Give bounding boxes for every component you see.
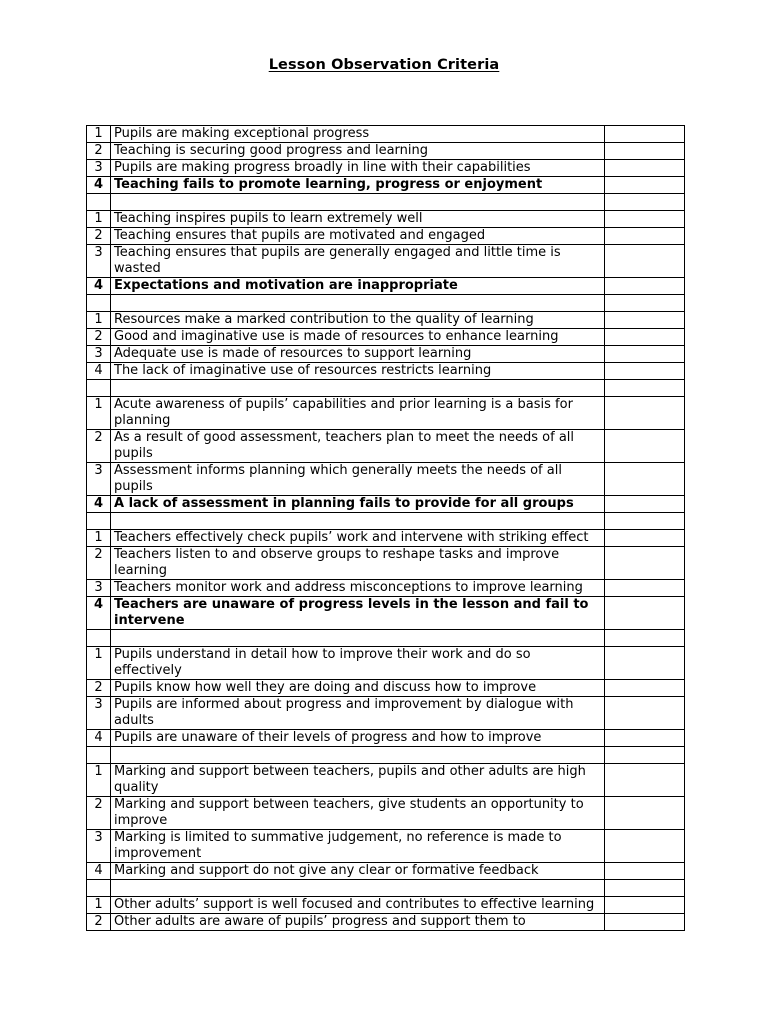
criteria-row — [87, 211, 685, 228]
grade-number: 1 — [87, 647, 111, 680]
grade-number: 4 — [87, 863, 111, 880]
grade-number: 2 — [87, 680, 111, 697]
score-cell — [605, 126, 685, 143]
criteria-row — [87, 329, 685, 346]
criteria-row — [87, 177, 685, 194]
grade-number: 3 — [87, 245, 111, 278]
grade-number: 3 — [87, 830, 111, 863]
criteria-text: Other adults are aware of pupils’ progress and support them to — [111, 914, 605, 931]
group-spacer-row — [87, 747, 685, 764]
empty-cell — [87, 380, 111, 397]
criteria-row — [87, 547, 685, 580]
grade-number: 2 — [87, 143, 111, 160]
empty-cell — [605, 194, 685, 211]
empty-cell — [605, 880, 685, 897]
grade-number: 4 — [87, 177, 111, 194]
criteria-row — [87, 680, 685, 697]
score-cell — [605, 797, 685, 830]
document-title: Lesson Observation Criteria — [268, 57, 500, 73]
empty-cell — [87, 630, 111, 647]
criteria-table — [86, 125, 685, 931]
empty-cell — [111, 513, 605, 530]
score-cell — [605, 312, 685, 329]
score-cell — [605, 863, 685, 880]
criteria-row — [87, 346, 685, 363]
score-cell — [605, 363, 685, 380]
criteria-row — [87, 797, 685, 830]
criteria-text: Pupils are unaware of their levels of progress and how to improve — [111, 730, 605, 747]
criteria-text: As a result of good assessment, teachers plan to meet the needs of all pupils — [111, 430, 605, 463]
criteria-row — [87, 126, 685, 143]
grade-number: 3 — [87, 697, 111, 730]
grade-number: 3 — [87, 346, 111, 363]
group-spacer-row — [87, 380, 685, 397]
grade-number: 4 — [87, 363, 111, 380]
grade-number: 2 — [87, 329, 111, 346]
score-cell — [605, 329, 685, 346]
score-cell — [605, 764, 685, 797]
empty-cell — [87, 880, 111, 897]
score-cell — [605, 914, 685, 931]
grade-number: 2 — [87, 228, 111, 245]
criteria-text: Other adults’ support is well focused and contributes to effective learning — [111, 897, 605, 914]
criteria-row — [87, 363, 685, 380]
criteria-row — [87, 463, 685, 496]
criteria-text: Pupils are making progress broadly in line with their capabilities — [111, 160, 605, 177]
grade-number: 2 — [87, 430, 111, 463]
score-cell — [605, 143, 685, 160]
criteria-row — [87, 764, 685, 797]
criteria-text: Marking and support between teachers, give students an opportunity to improve — [111, 797, 605, 830]
score-cell — [605, 430, 685, 463]
criteria-text: Resources make a marked contribution to the quality of learning — [111, 312, 605, 329]
grade-number: 1 — [87, 126, 111, 143]
score-cell — [605, 530, 685, 547]
empty-cell — [605, 630, 685, 647]
grade-number: 4 — [87, 496, 111, 513]
criteria-text: Marking is limited to summative judgement, no reference is made to improvement — [111, 830, 605, 863]
score-cell — [605, 730, 685, 747]
criteria-text: Teachers listen to and observe groups to reshape tasks and improve learning — [111, 547, 605, 580]
grade-number: 1 — [87, 530, 111, 547]
criteria-row — [87, 830, 685, 863]
criteria-text: A lack of assessment in planning fails to provide for all groups — [111, 496, 605, 513]
grade-number: 2 — [87, 547, 111, 580]
score-cell — [605, 580, 685, 597]
score-cell — [605, 211, 685, 228]
group-spacer-row — [87, 880, 685, 897]
criteria-row — [87, 697, 685, 730]
empty-cell — [111, 747, 605, 764]
criteria-text: Pupils know how well they are doing and discuss how to improve — [111, 680, 605, 697]
grade-number: 4 — [87, 730, 111, 747]
empty-cell — [605, 295, 685, 312]
empty-cell — [87, 747, 111, 764]
empty-cell — [111, 880, 605, 897]
score-cell — [605, 830, 685, 863]
empty-cell — [605, 380, 685, 397]
criteria-text: Teaching fails to promote learning, progress or enjoyment — [111, 177, 605, 194]
criteria-row — [87, 597, 685, 630]
empty-cell — [605, 747, 685, 764]
criteria-text: Teaching is securing good progress and learning — [111, 143, 605, 160]
grade-number: 1 — [87, 312, 111, 329]
grade-number: 1 — [87, 764, 111, 797]
grade-number: 3 — [87, 160, 111, 177]
score-cell — [605, 228, 685, 245]
criteria-text: Teachers effectively check pupils’ work and intervene with striking effect — [111, 530, 605, 547]
grade-number: 1 — [87, 211, 111, 228]
criteria-text: Acute awareness of pupils’ capabilities and prior learning is a basis for planning — [111, 397, 605, 430]
group-spacer-row — [87, 513, 685, 530]
score-cell — [605, 680, 685, 697]
score-cell — [605, 463, 685, 496]
grade-number: 2 — [87, 914, 111, 931]
score-cell — [605, 245, 685, 278]
grade-number: 1 — [87, 397, 111, 430]
grade-number: 3 — [87, 580, 111, 597]
criteria-row — [87, 530, 685, 547]
criteria-text: Teaching inspires pupils to learn extremely well — [111, 211, 605, 228]
criteria-row — [87, 160, 685, 177]
empty-cell — [605, 513, 685, 530]
score-cell — [605, 346, 685, 363]
criteria-row — [87, 312, 685, 329]
criteria-row — [87, 647, 685, 680]
group-spacer-row — [87, 194, 685, 211]
criteria-row — [87, 228, 685, 245]
score-cell — [605, 160, 685, 177]
empty-cell — [111, 630, 605, 647]
criteria-text: Teachers monitor work and address misconceptions to improve learning — [111, 580, 605, 597]
group-spacer-row — [87, 295, 685, 312]
criteria-text: Pupils are informed about progress and improvement by dialogue with adults — [111, 697, 605, 730]
criteria-row — [87, 914, 685, 931]
score-cell — [605, 697, 685, 730]
empty-cell — [111, 380, 605, 397]
score-cell — [605, 897, 685, 914]
criteria-row — [87, 730, 685, 747]
grade-number: 3 — [87, 463, 111, 496]
grade-number: 4 — [87, 278, 111, 295]
grade-number: 4 — [87, 597, 111, 630]
criteria-row — [87, 580, 685, 597]
score-cell — [605, 597, 685, 630]
criteria-text: Marking and support between teachers, pupils and other adults are high quality — [111, 764, 605, 797]
criteria-row — [87, 430, 685, 463]
criteria-table-body — [87, 126, 685, 931]
criteria-text: Assessment informs planning which generally meets the needs of all pupils — [111, 463, 605, 496]
group-spacer-row — [87, 630, 685, 647]
grade-number: 2 — [87, 797, 111, 830]
criteria-text: The lack of imaginative use of resources restricts learning — [111, 363, 605, 380]
score-cell — [605, 177, 685, 194]
criteria-text: Expectations and motivation are inappropriate — [111, 278, 605, 295]
empty-cell — [87, 295, 111, 312]
criteria-row — [87, 863, 685, 880]
criteria-text: Pupils are making exceptional progress — [111, 126, 605, 143]
criteria-text: Adequate use is made of resources to support learning — [111, 346, 605, 363]
criteria-text: Teachers are unaware of progress levels in the lesson and fail to intervene — [111, 597, 605, 630]
criteria-row — [87, 143, 685, 160]
criteria-row — [87, 397, 685, 430]
criteria-text: Pupils understand in detail how to improve their work and do so effectively — [111, 647, 605, 680]
score-cell — [605, 547, 685, 580]
score-cell — [605, 496, 685, 513]
empty-cell — [111, 295, 605, 312]
criteria-row — [87, 278, 685, 295]
criteria-row — [87, 496, 685, 513]
score-cell — [605, 397, 685, 430]
grade-number: 1 — [87, 897, 111, 914]
score-cell — [605, 278, 685, 295]
criteria-text: Good and imaginative use is made of resources to enhance learning — [111, 329, 605, 346]
empty-cell — [87, 513, 111, 530]
criteria-text: Teaching ensures that pupils are generally engaged and little time is wasted — [111, 245, 605, 278]
score-cell — [605, 647, 685, 680]
empty-cell — [111, 194, 605, 211]
criteria-text: Teaching ensures that pupils are motivated and engaged — [111, 228, 605, 245]
criteria-row — [87, 245, 685, 278]
criteria-text: Marking and support do not give any clear or formative feedback — [111, 863, 605, 880]
criteria-row — [87, 897, 685, 914]
empty-cell — [87, 194, 111, 211]
